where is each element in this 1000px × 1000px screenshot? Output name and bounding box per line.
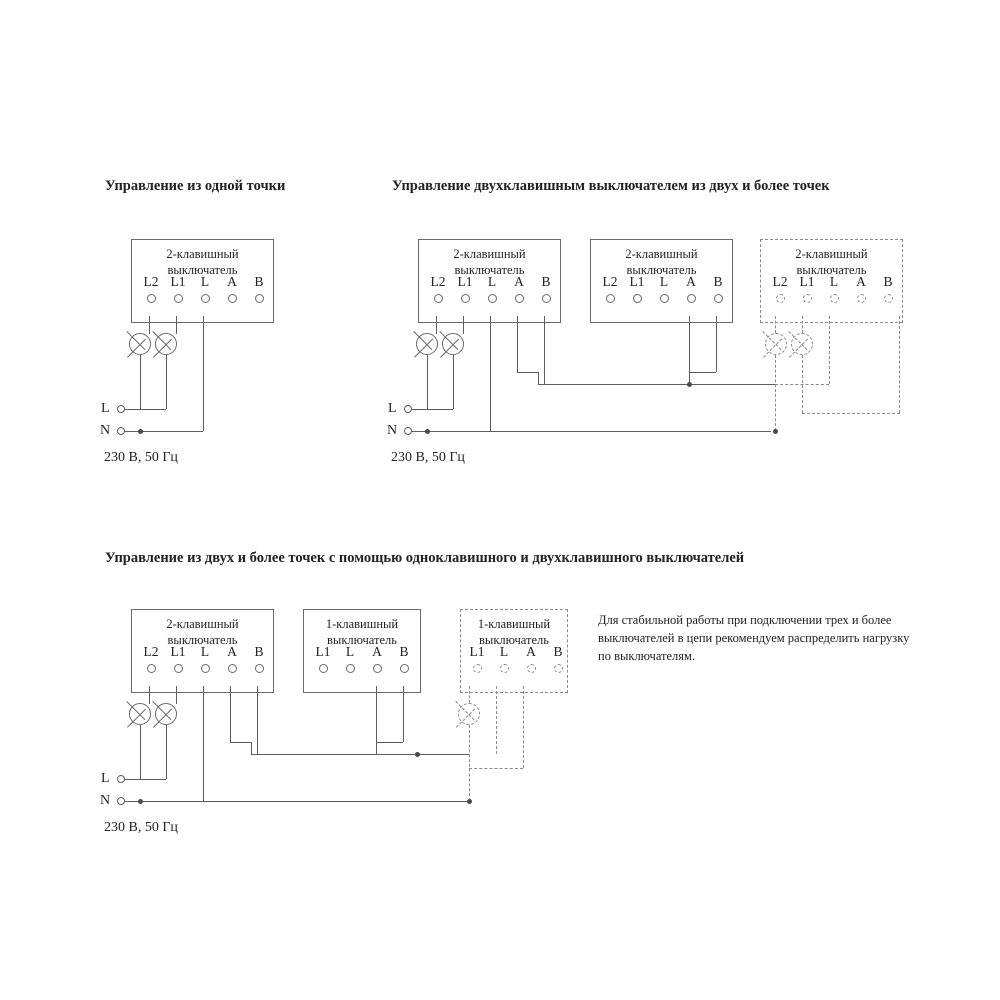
supply-terminal-n bbox=[117, 427, 125, 435]
terminal-dot bbox=[228, 294, 237, 303]
wire bbox=[689, 372, 716, 373]
terminal-dot bbox=[319, 664, 328, 673]
terminal-b: B bbox=[246, 275, 272, 303]
switch-title: 2-клавишный выключатель bbox=[625, 247, 698, 277]
terminal-dot bbox=[884, 294, 893, 303]
terminal-b: B bbox=[533, 275, 559, 303]
terminal-l: L bbox=[337, 645, 363, 673]
wire bbox=[376, 742, 403, 743]
dashed-wire bbox=[775, 355, 776, 431]
wire bbox=[166, 355, 167, 409]
switch-title: 2-клавишный выключатель bbox=[166, 247, 239, 277]
terminal-l: L bbox=[651, 275, 677, 303]
section-heading-two-key-multi: Управление двухклавишным выключателем из двух и более точек bbox=[392, 178, 830, 194]
wire bbox=[251, 742, 252, 754]
terminal-dot bbox=[488, 294, 497, 303]
section-caption-two-key-multi: 230 В, 50 Гц bbox=[391, 450, 465, 465]
switch-title: 2-клавишный выключатель bbox=[453, 247, 526, 277]
switch-title: 1-клавишный выключатель bbox=[477, 617, 551, 647]
switch-box-s3-1 bbox=[131, 609, 274, 693]
terminal-dot bbox=[830, 294, 839, 303]
wire bbox=[517, 316, 518, 372]
terminal-l: L bbox=[491, 645, 517, 673]
supply-label-n: N bbox=[387, 423, 398, 438]
lamp-symbol bbox=[155, 703, 177, 725]
dashed-wire bbox=[469, 768, 523, 769]
terminal-l: L bbox=[479, 275, 505, 303]
wire bbox=[689, 316, 690, 384]
terminal-dot bbox=[255, 664, 264, 673]
terminal-row bbox=[461, 645, 567, 692]
lamp-symbol bbox=[155, 333, 177, 355]
terminal-a: A bbox=[848, 275, 874, 303]
section-caption-one-and-two-key: 230 В, 50 Гц bbox=[104, 820, 178, 835]
junction-node bbox=[138, 799, 143, 804]
terminal-dot bbox=[527, 664, 536, 673]
terminal-l1: L1 bbox=[794, 275, 820, 303]
terminal-dot bbox=[461, 294, 470, 303]
section-heading-one-and-two-key: Управление из двух и более точек с помощью одноклавишного и двухклавишного выключателей bbox=[105, 550, 745, 566]
terminal-dot bbox=[554, 664, 563, 673]
terminal-dot bbox=[515, 294, 524, 303]
dashed-wire bbox=[829, 316, 830, 384]
lamp-symbol bbox=[416, 333, 438, 355]
wire bbox=[149, 686, 150, 704]
supply-terminal-l bbox=[117, 405, 125, 413]
wire bbox=[124, 431, 203, 432]
junction-node bbox=[687, 382, 692, 387]
terminal-b: B bbox=[545, 645, 571, 673]
terminal-b: B bbox=[246, 645, 272, 673]
switch-box-s1-1 bbox=[131, 239, 274, 323]
wire bbox=[376, 686, 377, 754]
wire bbox=[230, 686, 231, 742]
wire bbox=[166, 725, 167, 779]
terminal-a: A bbox=[364, 645, 390, 673]
terminal-l: L bbox=[192, 275, 218, 303]
switch-box-s2-1 bbox=[418, 239, 561, 323]
lamp-symbol-optional bbox=[765, 333, 787, 355]
wire bbox=[436, 316, 437, 334]
terminal-l1: L1 bbox=[452, 275, 478, 303]
junction-node bbox=[467, 799, 472, 804]
wire bbox=[411, 409, 453, 410]
terminal-l2: L2 bbox=[597, 275, 623, 303]
supply-label-l: L bbox=[101, 771, 110, 786]
lamp-symbol-optional bbox=[791, 333, 813, 355]
terminal-row bbox=[591, 275, 732, 322]
terminal-l1: L1 bbox=[165, 645, 191, 673]
wire bbox=[124, 779, 166, 780]
terminal-dot bbox=[147, 294, 156, 303]
terminal-a: A bbox=[518, 645, 544, 673]
terminal-dot bbox=[255, 294, 264, 303]
supply-terminal-l bbox=[117, 775, 125, 783]
switch-box-s2-2 bbox=[590, 239, 733, 323]
terminal-dot bbox=[542, 294, 551, 303]
switch-title: 2-клавишный выключатель bbox=[166, 617, 239, 647]
terminal-dot bbox=[803, 294, 812, 303]
terminal-l2: L2 bbox=[138, 275, 164, 303]
dashed-wire bbox=[469, 686, 470, 703]
supply-terminal-n bbox=[404, 427, 412, 435]
terminal-b: B bbox=[705, 275, 731, 303]
terminal-l: L bbox=[821, 275, 847, 303]
switch-box-s3-3-optional bbox=[460, 609, 568, 693]
terminal-dot bbox=[633, 294, 642, 303]
terminal-dot bbox=[776, 294, 785, 303]
supply-label-n: N bbox=[100, 423, 111, 438]
terminal-dot bbox=[400, 664, 409, 673]
terminal-row bbox=[761, 275, 902, 322]
wire bbox=[517, 372, 538, 373]
terminal-a: A bbox=[219, 275, 245, 303]
terminal-dot bbox=[346, 664, 355, 673]
dashed-wire bbox=[469, 725, 470, 801]
wire bbox=[490, 316, 491, 431]
terminal-dot bbox=[606, 294, 615, 303]
terminal-l: L bbox=[192, 645, 218, 673]
wire bbox=[411, 431, 771, 432]
terminal-a: A bbox=[219, 645, 245, 673]
wire bbox=[140, 355, 141, 409]
terminal-row bbox=[132, 645, 273, 692]
lamp-symbol bbox=[129, 703, 151, 725]
terminal-dot bbox=[201, 664, 210, 673]
lamp-symbol bbox=[442, 333, 464, 355]
wire bbox=[544, 316, 545, 384]
lamp-symbol bbox=[129, 333, 151, 355]
lamp-symbol-optional bbox=[458, 703, 480, 725]
switch-title: 2-клавишный выключатель bbox=[795, 247, 868, 277]
terminal-l1: L1 bbox=[165, 275, 191, 303]
terminal-l2: L2 bbox=[767, 275, 793, 303]
terminal-l2: L2 bbox=[138, 645, 164, 673]
supply-label-l: L bbox=[101, 401, 110, 416]
terminal-a: A bbox=[506, 275, 532, 303]
junction-node bbox=[773, 429, 778, 434]
terminal-dot bbox=[473, 664, 482, 673]
switch-title: 1-клавишный выключатель bbox=[325, 617, 399, 647]
wire bbox=[230, 742, 251, 743]
terminal-l2: L2 bbox=[425, 275, 451, 303]
terminal-l1: L1 bbox=[464, 645, 490, 673]
switch-box-s3-2 bbox=[303, 609, 421, 693]
terminal-dot bbox=[228, 664, 237, 673]
wire bbox=[203, 316, 204, 431]
terminal-l1: L1 bbox=[310, 645, 336, 673]
junction-node bbox=[425, 429, 430, 434]
wire bbox=[203, 686, 204, 801]
wire bbox=[251, 754, 469, 755]
dashed-wire bbox=[496, 686, 497, 754]
wire bbox=[716, 316, 717, 372]
terminal-dot bbox=[147, 664, 156, 673]
section-caption-one-point: 230 В, 50 Гц bbox=[104, 450, 178, 465]
junction-node bbox=[138, 429, 143, 434]
dashed-wire bbox=[523, 686, 524, 768]
wire bbox=[403, 686, 404, 742]
wire bbox=[538, 384, 775, 385]
wire bbox=[176, 316, 177, 334]
wire bbox=[176, 686, 177, 704]
terminal-dot bbox=[174, 664, 183, 673]
terminal-a: A bbox=[678, 275, 704, 303]
section-heading-one-point: Управление из одной точки bbox=[105, 178, 286, 194]
supply-terminal-n bbox=[117, 797, 125, 805]
supply-terminal-l bbox=[404, 405, 412, 413]
terminal-dot bbox=[857, 294, 866, 303]
dashed-wire bbox=[802, 316, 803, 333]
terminal-dot bbox=[201, 294, 210, 303]
wire bbox=[124, 801, 469, 802]
terminal-dot bbox=[434, 294, 443, 303]
terminal-dot bbox=[687, 294, 696, 303]
wire bbox=[453, 355, 454, 409]
dashed-wire bbox=[802, 413, 900, 414]
wire bbox=[427, 355, 428, 409]
terminal-dot bbox=[500, 664, 509, 673]
terminal-dot bbox=[373, 664, 382, 673]
wire bbox=[538, 372, 539, 384]
switch-box-s2-3-optional bbox=[760, 239, 903, 323]
terminal-dot bbox=[174, 294, 183, 303]
junction-node bbox=[415, 752, 420, 757]
terminal-row bbox=[304, 645, 420, 692]
terminal-dot bbox=[714, 294, 723, 303]
terminal-row bbox=[132, 275, 273, 322]
terminal-row bbox=[419, 275, 560, 322]
dashed-wire bbox=[775, 384, 829, 385]
supply-label-n: N bbox=[100, 793, 111, 808]
terminal-b: B bbox=[391, 645, 417, 673]
supply-label-l: L bbox=[388, 401, 397, 416]
dashed-wire bbox=[775, 316, 776, 333]
terminal-dot bbox=[660, 294, 669, 303]
dashed-wire bbox=[899, 316, 900, 413]
recommendation-note: Для стабильной работы при подключении трех и более выключателей в цепи рекомендуем распределить нагрузку по выключателям. bbox=[598, 613, 910, 664]
terminal-b: B bbox=[875, 275, 901, 303]
wire bbox=[463, 316, 464, 334]
terminal-l1: L1 bbox=[624, 275, 650, 303]
wire bbox=[149, 316, 150, 334]
wire bbox=[140, 725, 141, 779]
wire bbox=[257, 686, 258, 754]
wire bbox=[124, 409, 166, 410]
